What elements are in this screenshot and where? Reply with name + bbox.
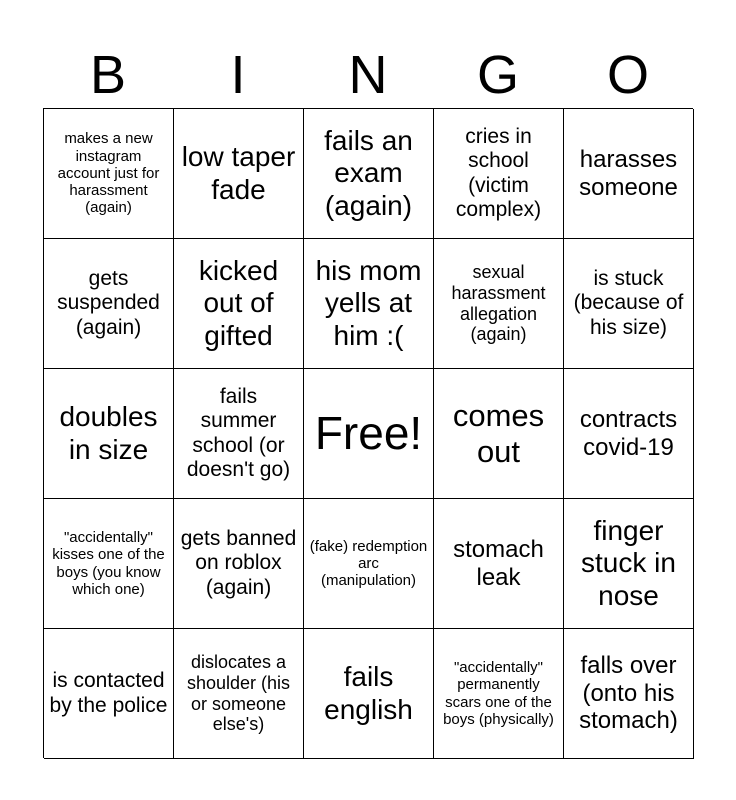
bingo-cell[interactable] [434,239,564,369]
bingo-cell[interactable] [304,499,434,629]
bingo-cell[interactable] [174,629,304,759]
bingo-cell[interactable] [434,109,564,239]
bingo-cell[interactable] [564,499,694,629]
bingo-cell[interactable] [434,369,564,499]
bingo-cell[interactable] [44,629,174,759]
cell-text: "accidentally" permanently scars one of the boys (physically) [443,659,554,728]
bingo-cell[interactable] [434,629,564,759]
header-letter-o: O [606,45,649,105]
cell-text: doubles in size [59,401,158,465]
cell-text: low taper fade [181,141,296,205]
bingo-cell[interactable] [564,109,694,239]
bingo-cell[interactable] [304,109,434,239]
cell-text: fails english [324,661,413,725]
header-letter-n: N [348,45,388,105]
bingo-cell[interactable] [304,239,434,369]
cell-text: comes out [452,397,545,469]
cell-text: stomach leak [453,535,544,591]
cell-text: is contacted by the police [49,669,168,717]
cell-text: (fake) redemption arc (manipulation) [309,537,428,590]
bingo-cell[interactable] [304,629,434,759]
cell-text: falls over (onto his stomach) [579,652,678,735]
cell-text: kicked out of gifted [198,255,279,351]
bingo-cell[interactable] [44,109,174,239]
free-space-cell[interactable] [304,369,434,499]
cell-text: harasses someone [579,145,678,201]
cell-text: sexual harassment allegation (again) [451,262,546,345]
cell-text: dislocates a shoulder (his or someone else's) [186,652,291,735]
cell-text: gets suspended (again) [57,267,160,339]
cell-text: "accidentally" kisses one of the boys (you know which one) [52,529,165,598]
bingo-cell[interactable] [44,499,174,629]
cell-text: his mom yells at him :( [315,255,422,351]
bingo-cell[interactable] [564,239,694,369]
bingo-cell[interactable] [564,369,694,499]
cell-text: makes a new instagram account just for harassment (again) [57,130,160,217]
cell-text: fails summer school (or doesn't go) [186,385,291,481]
bingo-cell[interactable] [174,499,304,629]
cell-text: finger stuck in nose [581,515,676,611]
bingo-cell[interactable] [434,499,564,629]
cell-text: contracts covid-19 [579,405,678,461]
cell-text: cries in school (victim complex) [455,125,542,221]
header-letter-b: B [89,45,127,105]
header-letter-i: I [230,45,246,105]
bingo-cell[interactable] [174,239,304,369]
bingo-cell[interactable] [44,369,174,499]
cell-text: fails an exam (again) [324,125,413,221]
header-letter-g: G [476,45,519,105]
bingo-cell[interactable] [44,239,174,369]
cell-text: gets banned on roblox (again) [180,527,297,599]
bingo-header [43,42,693,108]
free-space-text: Free! [314,407,423,460]
bingo-cell[interactable] [174,109,304,239]
bingo-cell[interactable] [564,629,694,759]
bingo-card-grid [43,108,693,758]
cell-text: is stuck (because of his size) [573,267,684,339]
bingo-cell[interactable] [174,369,304,499]
